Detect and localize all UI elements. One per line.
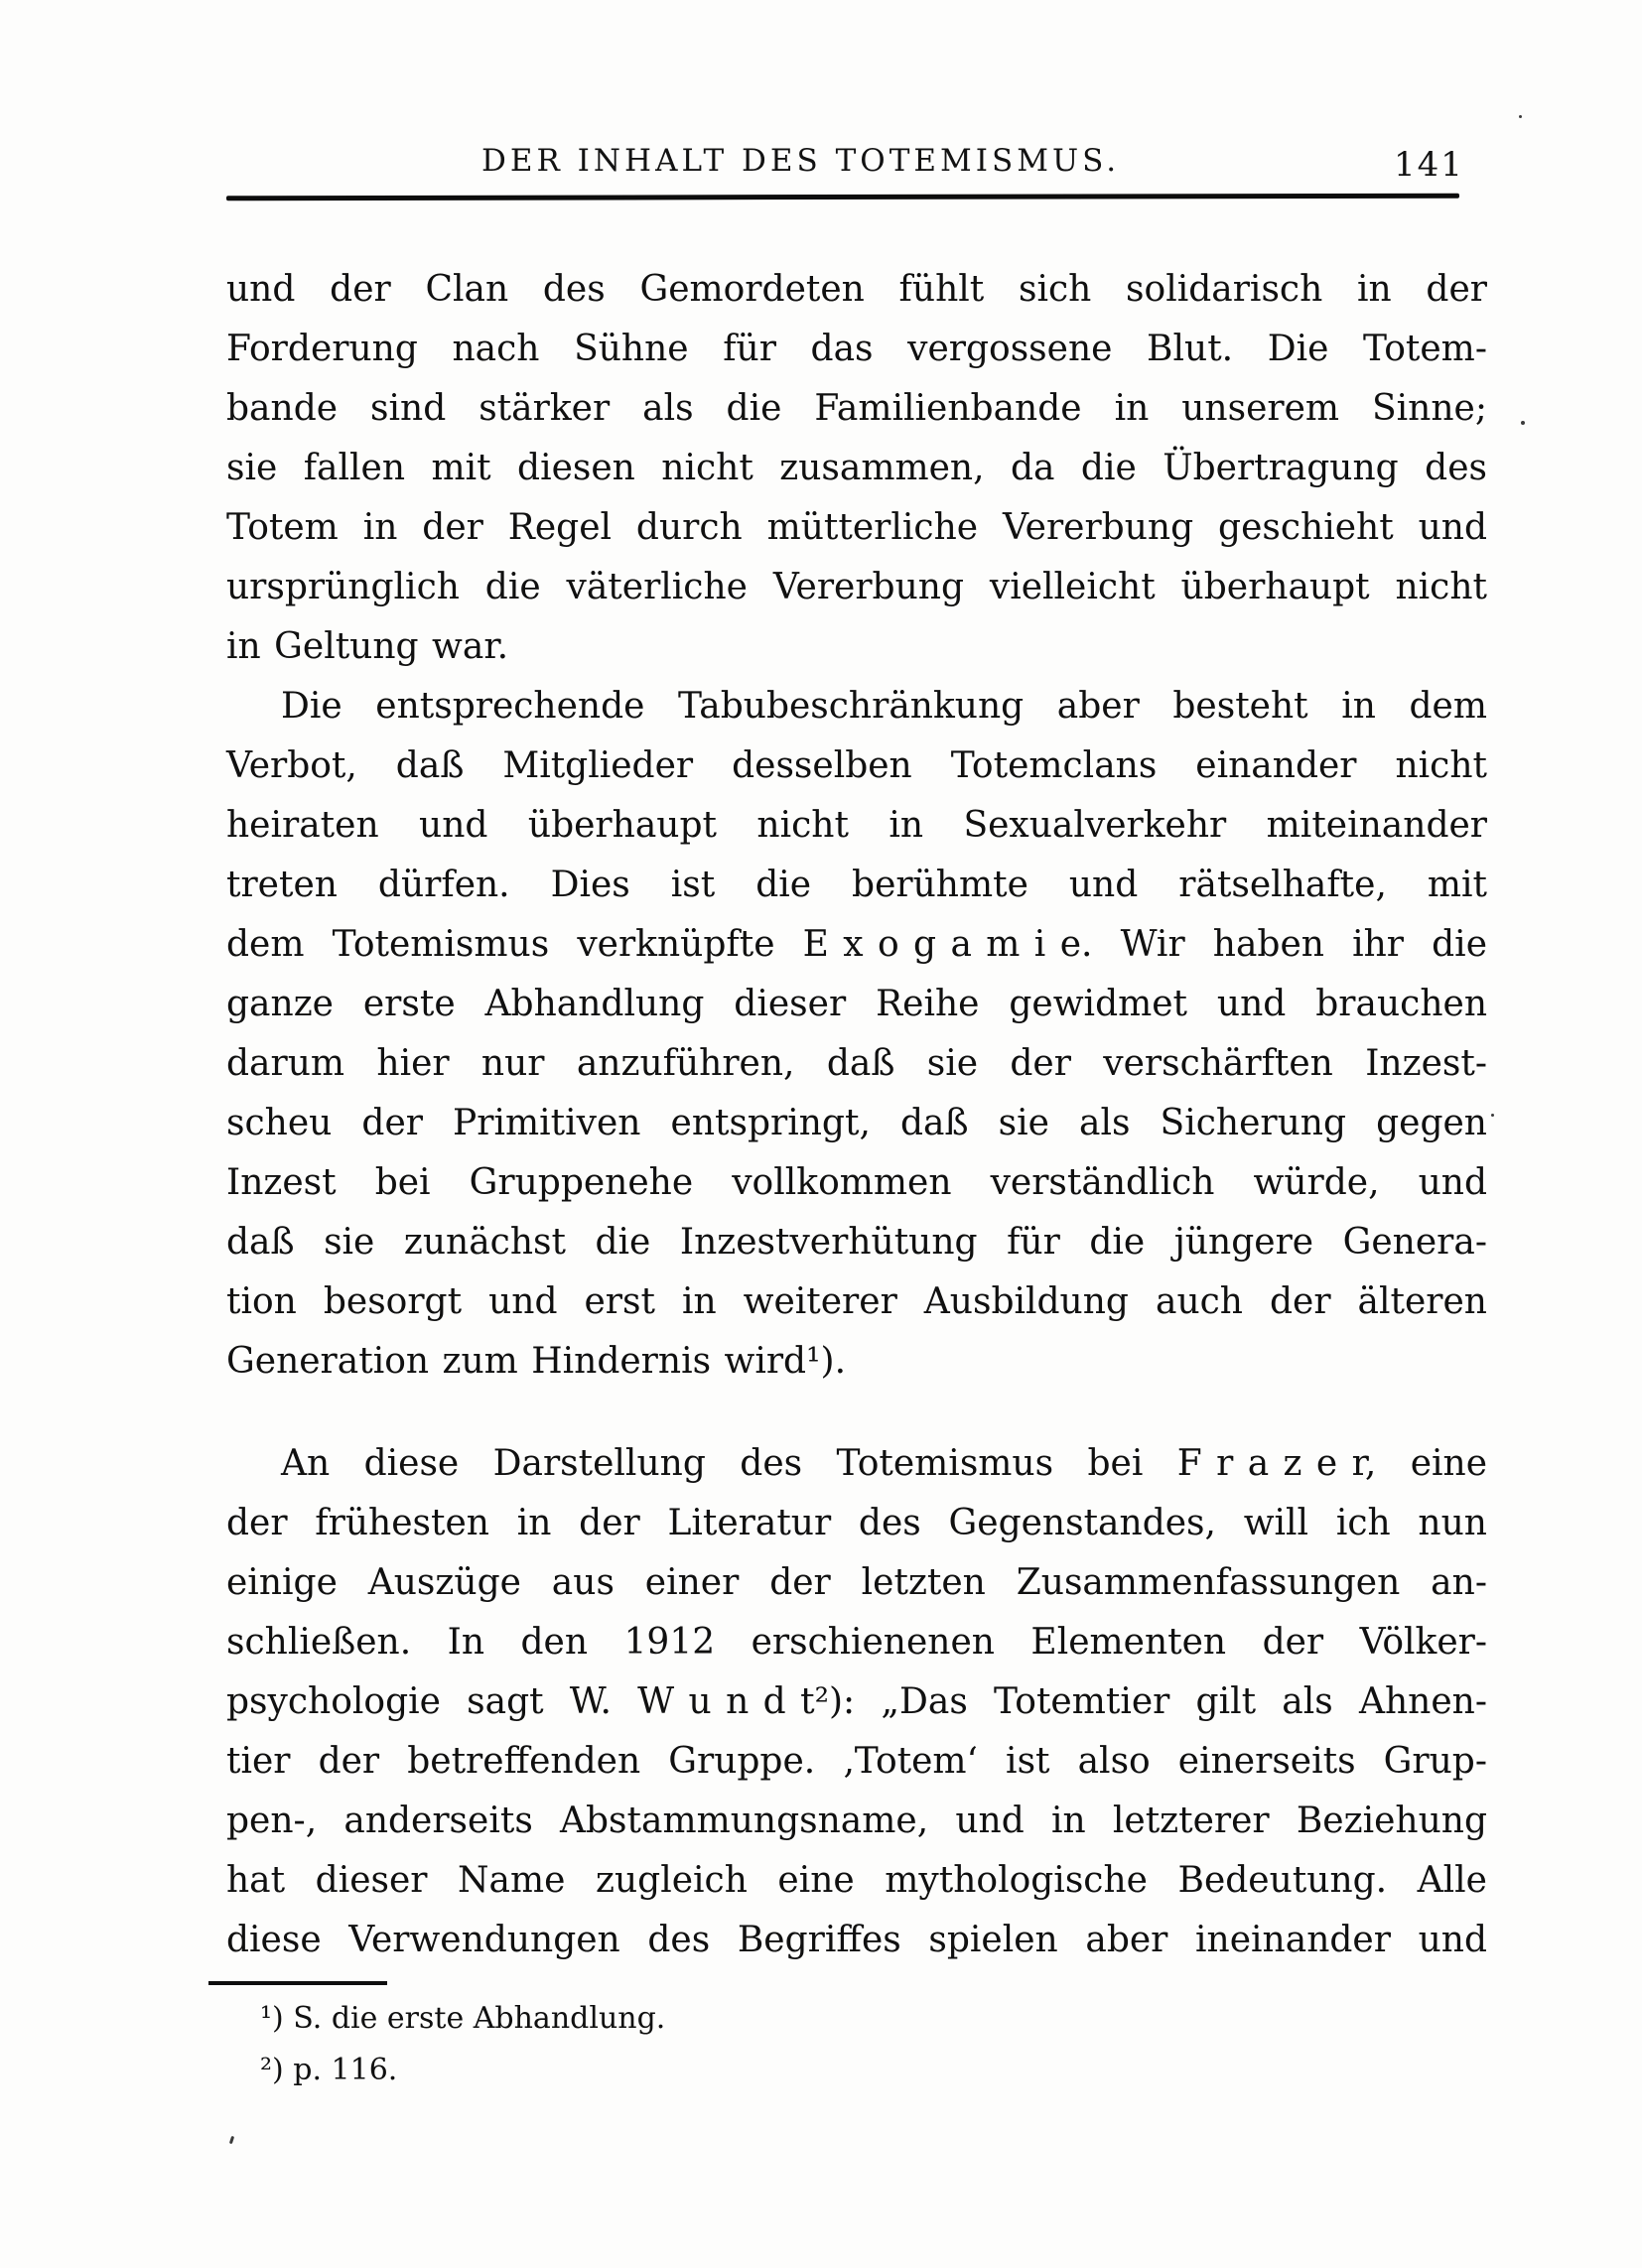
scan-speck bbox=[229, 2136, 234, 2145]
footnote-rule bbox=[208, 1981, 387, 1985]
page-number: 141 bbox=[1394, 145, 1464, 185]
header-rule bbox=[226, 194, 1459, 201]
text-line: in Geltung war. bbox=[226, 626, 509, 667]
footnotes bbox=[226, 1993, 1318, 2096]
footnote: ²) p. 116. bbox=[260, 2053, 398, 2087]
text-line: schließen. In den 1912 erschienenen Elementen der Völker- bbox=[226, 1622, 1487, 1663]
paragraph bbox=[226, 677, 1487, 1392]
text-line: ganze erste Abhandlung dieser Reihe gewidmet und brauchen bbox=[226, 984, 1487, 1024]
body-text bbox=[226, 260, 1487, 1970]
text-line: pen-, anderseits Abstammungsname, und in letzterer Beziehung bbox=[226, 1801, 1487, 1841]
text-line: daß sie zunächst die Inzestverhütung für die jüngere Genera- bbox=[226, 1222, 1487, 1263]
text-line: Generation zum Hindernis wird¹). bbox=[226, 1341, 847, 1382]
text-line: Totem in der Regel durch mütterliche Vererbung geschieht und bbox=[226, 507, 1487, 548]
text-line: Die entsprechende Tabubeschränkung aber besteht in dem bbox=[281, 686, 1487, 727]
text-line: scheu der Primitiven entspringt, daß sie als Sicherung gegen bbox=[226, 1103, 1487, 1143]
text-line: bande sind stärker als die Familienbande in unserem Sinne; bbox=[226, 388, 1487, 429]
text-line: Forderung nach Sühne für das vergossene Blut. Die Totem- bbox=[226, 329, 1487, 369]
text-line: einige Auszüge aus einer der letzten Zusammenfassungen an- bbox=[226, 1562, 1487, 1603]
paragraph bbox=[226, 260, 1487, 677]
text-line: psychologie sagt W. W u n d t²): „Das Totemtier gilt als Ahnen- bbox=[226, 1681, 1487, 1722]
text-line: heiraten und überhaupt nicht in Sexualverkehr miteinander bbox=[226, 805, 1487, 846]
scan-speck bbox=[1491, 1114, 1494, 1117]
text-line: Inzest bei Gruppenehe vollkommen verständlich würde, und bbox=[226, 1162, 1487, 1203]
text-line: ursprünglich die väterliche Vererbung vielleicht überhaupt nicht bbox=[226, 567, 1487, 607]
text-line: Verbot, daß Mitglieder desselben Totemclans einander nicht bbox=[226, 745, 1487, 786]
text-line: der frühesten in der Literatur des Gegenstandes, will ich nun bbox=[226, 1503, 1487, 1543]
text-line: An diese Darstellung des Totemismus bei F r a z e r, eine bbox=[281, 1443, 1487, 1484]
text-line: hat dieser Name zugleich eine mythologische Bedeutung. Alle bbox=[226, 1860, 1487, 1901]
text-line: darum hier nur anzuführen, daß sie der verschärften Inzest- bbox=[226, 1043, 1487, 1084]
paragraph bbox=[226, 1434, 1487, 1970]
text-line: tion besorgt und erst in weiterer Ausbildung auch der älteren bbox=[226, 1281, 1487, 1322]
text-line: treten dürfen. Dies ist die berühmte und rätselhafte, mit bbox=[226, 865, 1487, 905]
scan-speck bbox=[1521, 421, 1525, 425]
scan-speck bbox=[1519, 115, 1522, 118]
text-line: sie fallen mit diesen nicht zusammen, da die Übertragung des bbox=[226, 448, 1487, 488]
text-line: diese Verwendungen des Begriffes spielen aber ineinander und bbox=[226, 1920, 1487, 1960]
page-heading: DER INHALT DES TOTEMISMUS. bbox=[481, 143, 1121, 179]
text-line: tier der betreffenden Gruppe. ‚Totem‘ ist also einerseits Grup- bbox=[226, 1741, 1487, 1782]
footnote: ¹) S. die erste Abhandlung. bbox=[260, 2001, 666, 2036]
text-line: dem Totemismus verknüpfte E x o g a m i e. Wir haben ihr die bbox=[226, 924, 1487, 965]
text-line: und der Clan des Gemordeten fühlt sich solidarisch in der bbox=[226, 269, 1487, 310]
